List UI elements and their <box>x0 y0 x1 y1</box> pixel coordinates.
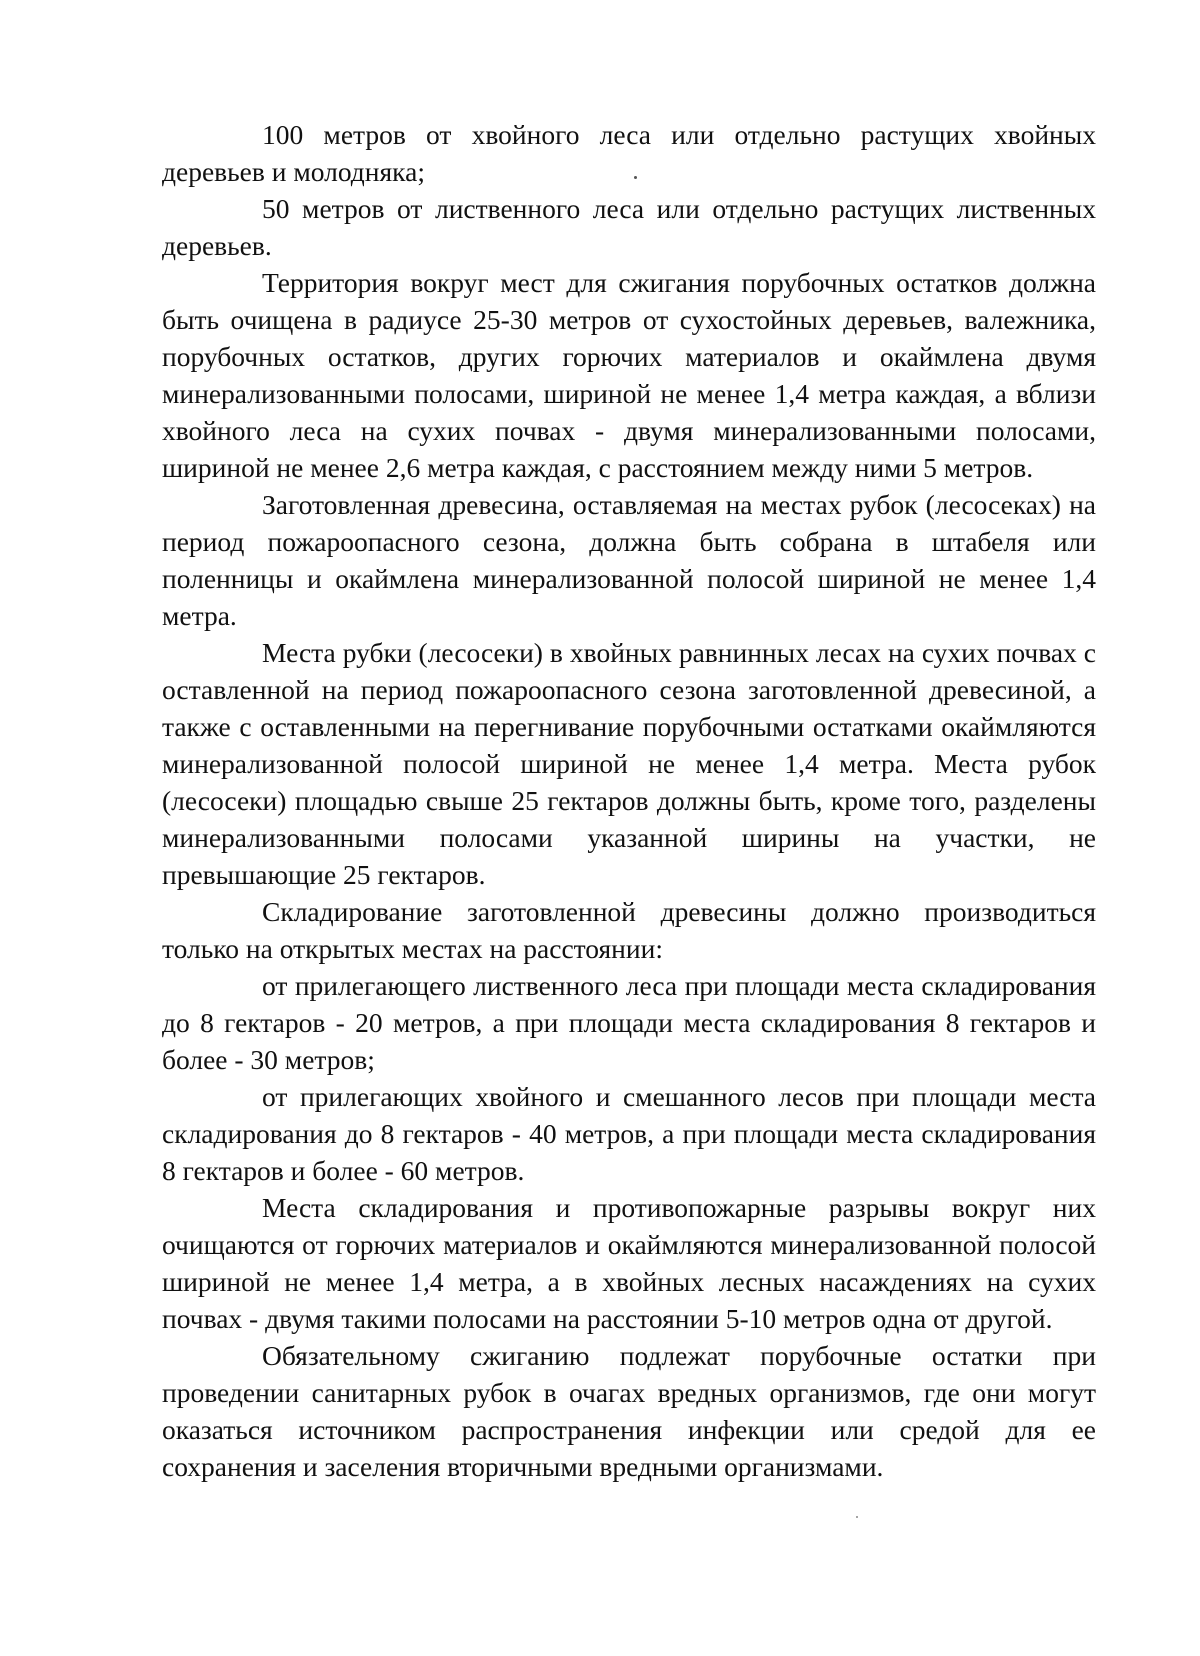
paragraph-cutting-areas: Места рубки (лесосеки) в хвойных равнинных лесах на сухих почвах с оставленной на период пожароопасного сезона заготовленной древесиной, а также с оставленными на перегнивание порубочными остатками окаймляются минерализованной полосой шириной не менее 1,4 метра. Места рубок (лесосеки) площадью свыше 25 гектаров должны быть, кроме того, разделены минерализованными полосами указанной ширины на участки, не превышающие 25 гектаров. <box>162 637 1096 890</box>
paragraph-mandatory-burning: Обязательному сжиганию подлежат порубочные остатки при проведении санитарных рубок в очагах вредных организмов, где они могут оказаться источником распространения инфекции или средой для ее сохранения и заселения вторичными вредными организмами. <box>162 1340 1096 1482</box>
paragraph-storage-deciduous-distance: от прилегающего лиственного леса при площади места складирования до 8 гектаров - 20 метров, а при площади места складирования 8 гектаров и более - 30 метров; <box>162 970 1096 1075</box>
paragraph-storage-conifer-distance: от прилегающих хвойного и смешанного лесов при площади места складирования до 8 гектаров - 40 метров, а при площади места складирования 8 гектаров и более - 60 метров. <box>162 1081 1096 1186</box>
paragraph-storage-open-places: Складирование заготовленной древесины должно производиться только на открытых местах на расстоянии: <box>162 896 1096 964</box>
scan-speck <box>856 1516 858 1518</box>
paragraph-distance-deciduous: 50 метров от лиственного леса или отдельно растущих лиственных деревьев. <box>162 193 1096 261</box>
scan-speck <box>634 176 637 179</box>
paragraph-storage-clearing: Места складирования и противопожарные разрывы вокруг них очищаются от горючих материалов и окаймляются минерализованной полосой шириной не менее 1,4 метра, а в хвойных лесных насаждениях на сухих почвах - двумя такими полосами на расстоянии 5-10 метров одна от другой. <box>162 1192 1096 1334</box>
paragraph-distance-conifer: 100 метров от хвойного леса или отдельно растущих хвойных деревьев и молодняка; <box>162 119 1096 187</box>
document-body <box>162 116 1096 1485</box>
paragraph-harvested-wood-stacking: Заготовленная древесина, оставляемая на местах рубок (лесосеках) на период пожароопасного сезона, должна быть собрана в штабеля или поленницы и окаймлена минерализованной полосой шириной не менее 1,4 метра. <box>162 489 1096 631</box>
paragraph-burning-area-clearing: Территория вокруг мест для сжигания порубочных остатков должна быть очищена в радиусе 25-30 метров от сухостойных деревьев, валежника, порубочных остатков, других горючих материалов и окаймлена двумя минерализованными полосами, шириной не менее 1,4 метра каждая, а вблизи хвойного леса на сухих почвах - двумя минерализованными полосами, шириной не менее 2,6 метра каждая, с расстоянием между ними 5 метров. <box>162 267 1096 483</box>
